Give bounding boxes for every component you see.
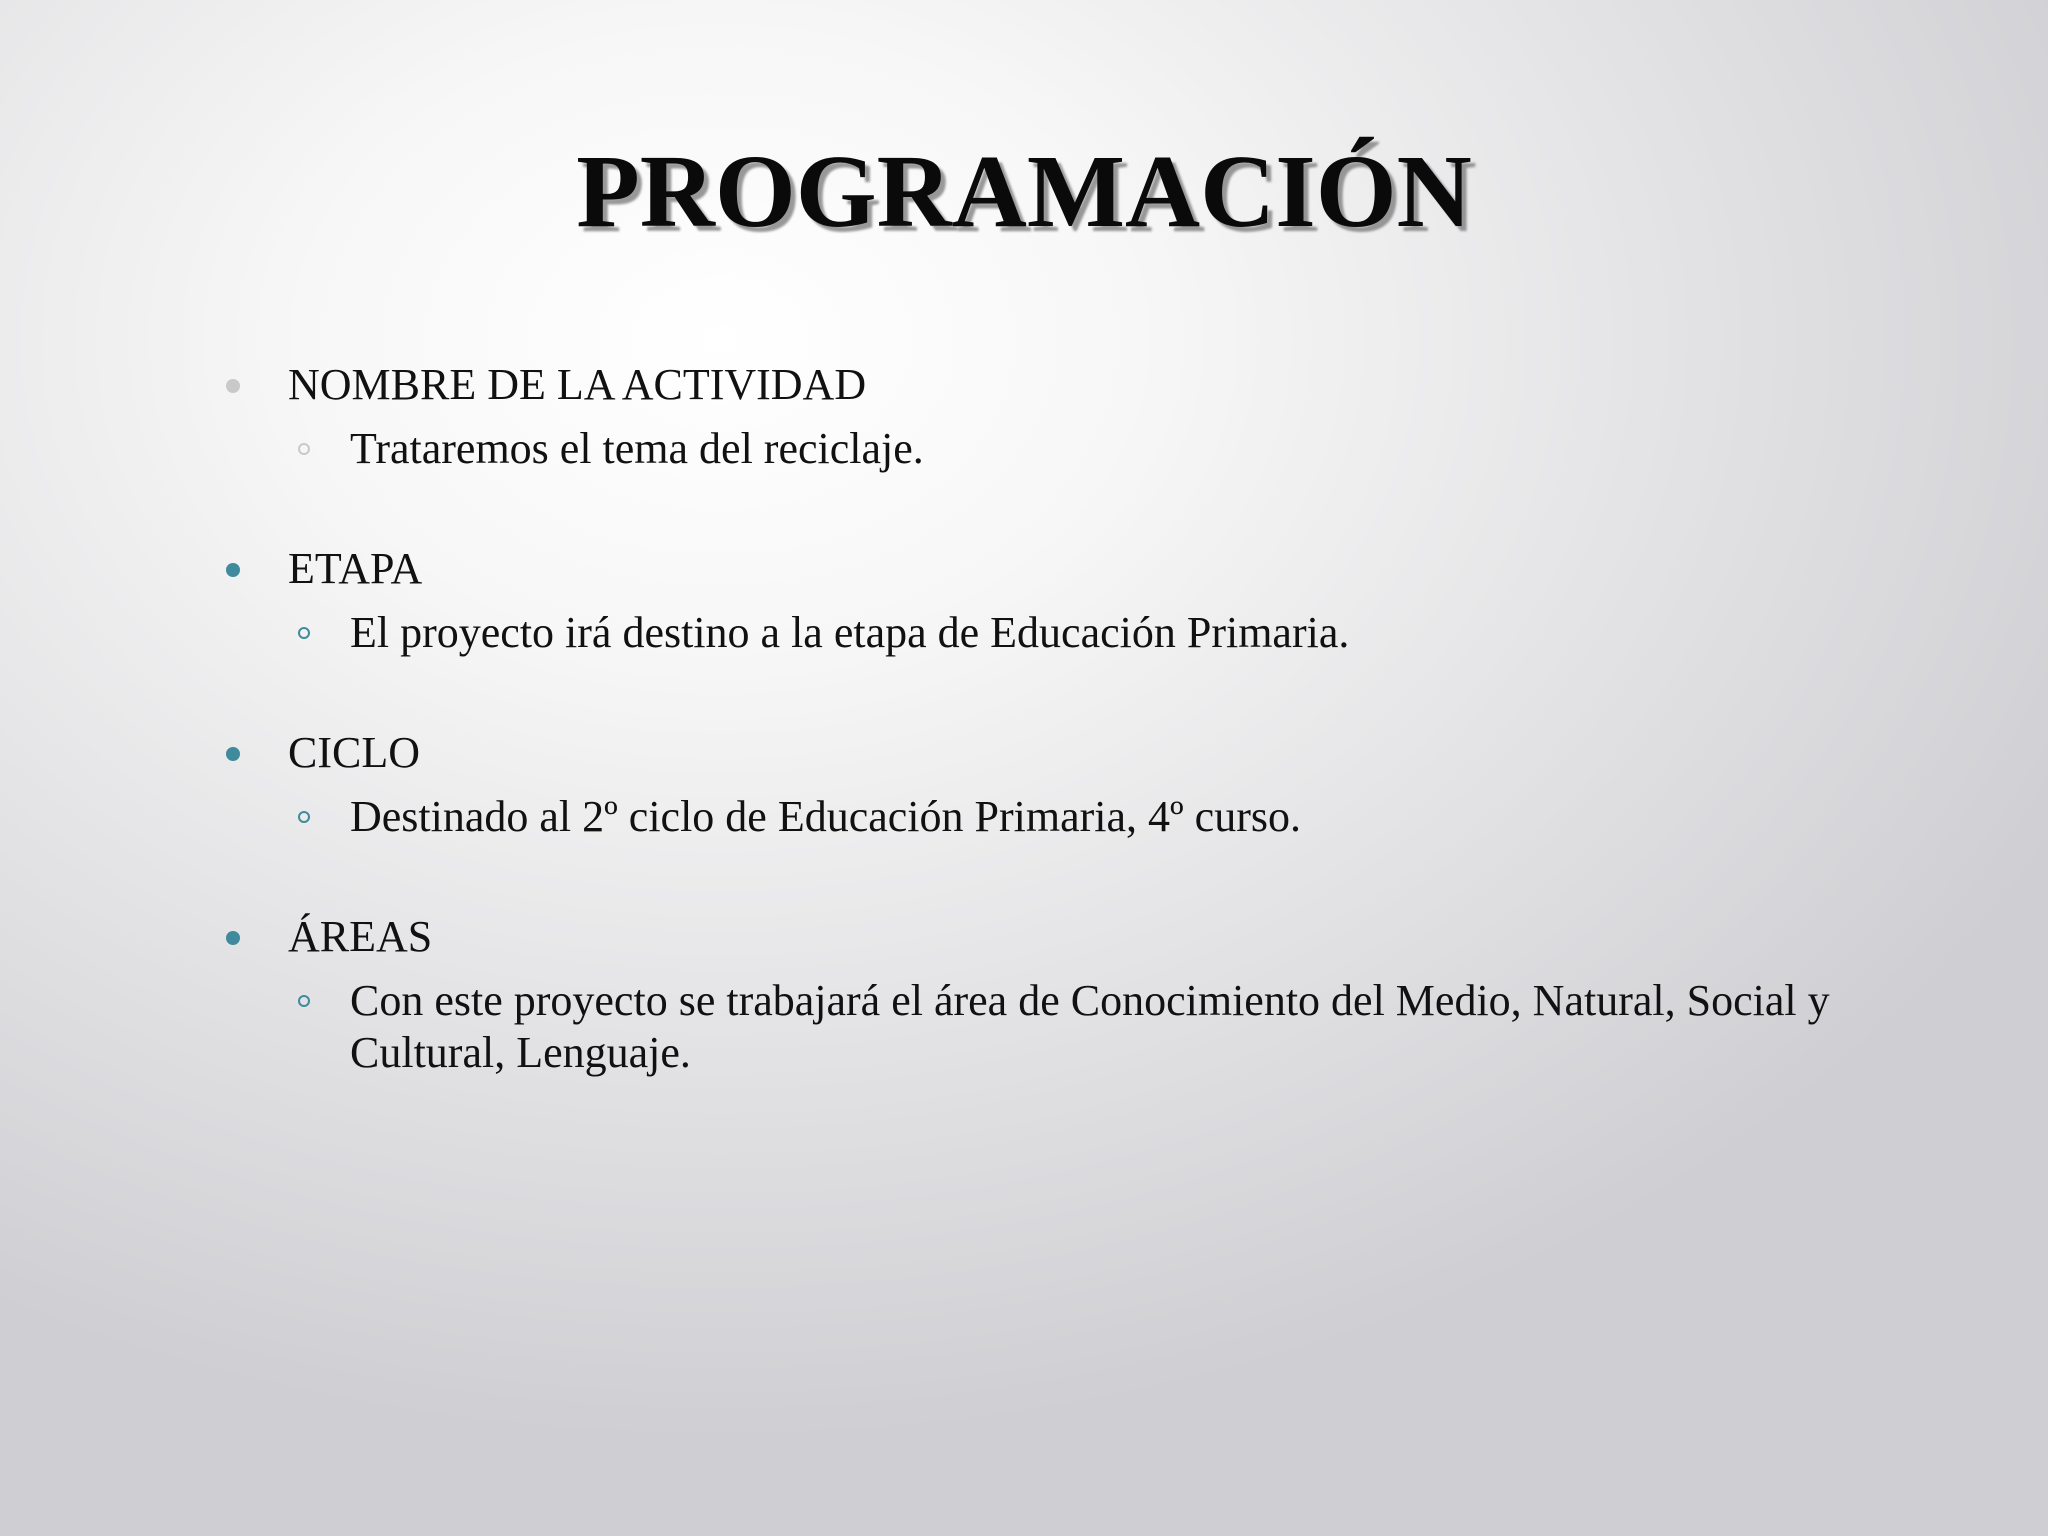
bullet-dot-icon [226, 379, 240, 393]
sub-bullet-circle-icon [298, 811, 310, 823]
bullet-dot-icon [226, 747, 240, 761]
item-heading: CICLO [288, 728, 420, 777]
item-detail: Destinado al 2º ciclo de Educación Primaria, 4º curso. [350, 792, 1301, 841]
item-detail: Trataremos el tema del reciclaje. [350, 424, 924, 473]
sub-bullet-circle-icon [298, 627, 310, 639]
item-heading: ETAPA [288, 544, 423, 593]
sub-bullet-circle-icon [298, 443, 310, 455]
bullet-list [226, 355, 1876, 1079]
item-detail: El proyecto irá destino a la etapa de Educación Primaria. [350, 608, 1350, 657]
list-item-areas [226, 907, 1876, 1079]
bullet-dot-icon [226, 931, 240, 945]
item-heading: NOMBRE DE LA ACTIVIDAD [288, 360, 867, 409]
sub-bullet-circle-icon [298, 995, 310, 1007]
list-item-nombre [226, 355, 1876, 475]
slide-title: PROGRAMACIÓN [576, 134, 1472, 249]
bullet-dot-icon [226, 563, 240, 577]
item-detail: Con este proyecto se trabajará el área de Conocimiento del Medio, Natural, Social y Cultural, Lenguaje. [350, 976, 1830, 1077]
list-item-etapa [226, 539, 1876, 659]
item-heading: ÁREAS [288, 912, 433, 961]
list-item-ciclo [226, 723, 1876, 843]
